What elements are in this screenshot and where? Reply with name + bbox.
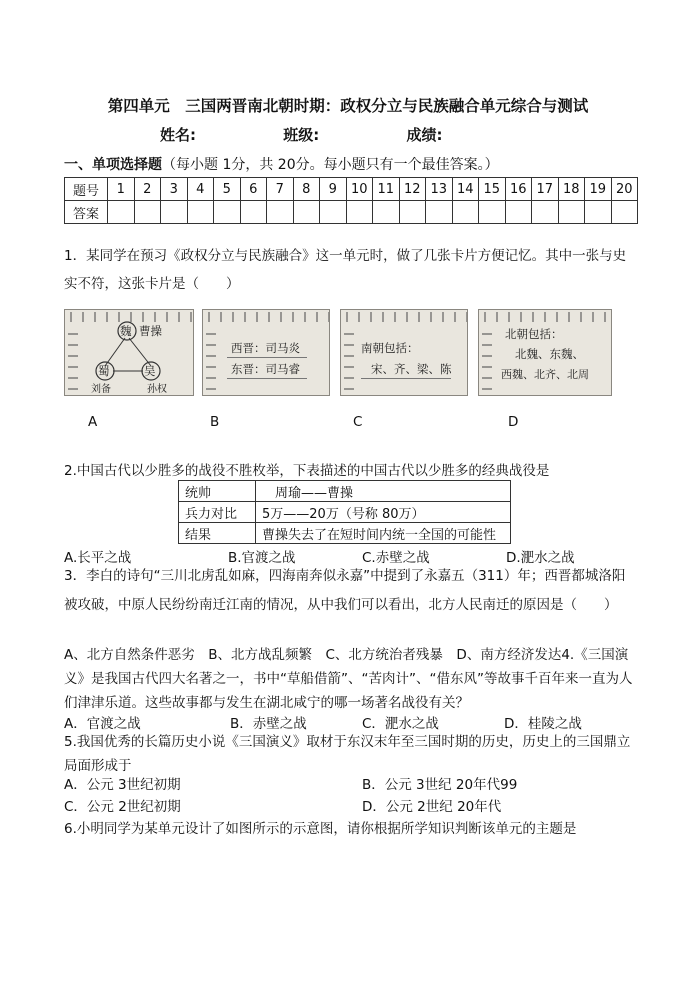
card-rule bbox=[361, 378, 451, 379]
option-label-b: B bbox=[210, 414, 220, 430]
number-cell: 14 bbox=[452, 178, 479, 201]
table-key: 统帅 bbox=[179, 481, 256, 502]
number-cell: 18 bbox=[558, 178, 585, 201]
number-cell: 8 bbox=[293, 178, 320, 201]
number-cell: 2 bbox=[134, 178, 161, 201]
answer-cell[interactable] bbox=[267, 201, 294, 224]
answer-cell[interactable] bbox=[611, 201, 638, 224]
card-b-line2: 东晋：司马睿 bbox=[231, 362, 300, 376]
answer-table-number-row bbox=[65, 178, 638, 201]
number-cell: 17 bbox=[532, 178, 559, 201]
number-cell: 7 bbox=[267, 178, 294, 201]
number-cell: 6 bbox=[240, 178, 267, 201]
table-row bbox=[179, 502, 511, 523]
card-d-line2: 北魏、东魏、 bbox=[515, 347, 584, 361]
number-cell: 10 bbox=[346, 178, 373, 201]
answer-cell[interactable] bbox=[293, 201, 320, 224]
q2-option-a[interactable]: A.长平之战 bbox=[64, 550, 132, 566]
question-4-text: 4.《三国演义》是我国古代四大名著之一，书中“草船借箭”、“苦肉计”、“借东风”等故事千百年来一直为人们津津乐道。这些故事都与发生在湖北咸宁的哪一场著名战役有关？ bbox=[64, 647, 633, 711]
number-cell: 15 bbox=[479, 178, 506, 201]
card-binding-rings bbox=[479, 312, 611, 322]
section-title: 一、单项选择题 bbox=[64, 157, 162, 173]
card-d-line3: 西魏、北齐、北周 bbox=[501, 368, 589, 381]
name-label: 姓名: bbox=[160, 126, 196, 144]
q5-option-d[interactable]: D．公元 2世纪 20年代 bbox=[362, 799, 502, 815]
card-a-liubei: 刘备 bbox=[91, 384, 111, 395]
card-c bbox=[340, 309, 468, 396]
question-1-text: 1．某同学在预习《政权分立与民族融合》这一单元时，做了几张卡片方便记忆。其中一张与史实不符，这张卡片是（ ） bbox=[64, 248, 627, 292]
number-cell: 3 bbox=[161, 178, 188, 201]
number-cell: 16 bbox=[505, 178, 532, 201]
answer-header: 答案 bbox=[65, 201, 108, 224]
number-cell: 11 bbox=[373, 178, 400, 201]
option-label-c: C bbox=[353, 414, 363, 430]
card-binding-rings bbox=[341, 312, 467, 322]
answer-table bbox=[64, 177, 638, 224]
answer-cell[interactable] bbox=[161, 201, 188, 224]
answer-cell[interactable] bbox=[479, 201, 506, 224]
score-label: 成绩: bbox=[406, 126, 443, 144]
section-heading bbox=[64, 154, 499, 174]
number-cell: 20 bbox=[611, 178, 638, 201]
number-cell: 12 bbox=[399, 178, 426, 201]
q3-options: A、北方自然条件恶劣 B、北方战乱频繁 C、北方统治者残暴 D、南方经济发达 bbox=[64, 647, 562, 663]
table-key: 结果 bbox=[179, 523, 256, 544]
card-edge-marks bbox=[482, 324, 492, 391]
number-cell: 4 bbox=[187, 178, 214, 201]
option-label-d: D bbox=[508, 414, 519, 430]
table-row bbox=[179, 481, 511, 502]
answer-cell[interactable] bbox=[373, 201, 400, 224]
card-b-line1: 西晋：司马炎 bbox=[231, 341, 300, 355]
answer-cell[interactable] bbox=[399, 201, 426, 224]
answer-cell[interactable] bbox=[585, 201, 612, 224]
number-cell: 5 bbox=[214, 178, 241, 201]
table-value: 5万——20万（号称 80万） bbox=[256, 502, 511, 523]
table-row bbox=[179, 523, 511, 544]
q5-option-c[interactable]: C．公元 2世纪初期 bbox=[64, 799, 181, 815]
question-6-text: 6.小明同学为某单元设计了如图所示的示意图，请你根据所学知识判断该单元的主题是 bbox=[64, 821, 577, 837]
question-5-text: 5.我国优秀的长篇历史小说《三国演义》取材于东汉末年至三国时期的历史，历史上的三国鼎立局面形成于 bbox=[64, 734, 631, 774]
answer-cell[interactable] bbox=[187, 201, 214, 224]
answer-cell[interactable] bbox=[452, 201, 479, 224]
answer-cell[interactable] bbox=[108, 201, 135, 224]
card-a-sunquan: 孙权 bbox=[147, 384, 167, 395]
table-value: 周瑜——曹操 bbox=[256, 481, 511, 502]
q2-option-c[interactable]: C.赤壁之战 bbox=[362, 550, 430, 566]
answer-cell[interactable] bbox=[214, 201, 241, 224]
card-rule bbox=[227, 378, 307, 379]
q4-option-a[interactable]: A．官渡之战 bbox=[64, 716, 141, 732]
card-edge-marks bbox=[344, 324, 354, 391]
q2-option-b[interactable]: B.官渡之战 bbox=[228, 550, 296, 566]
answer-cell[interactable] bbox=[320, 201, 347, 224]
student-info-row bbox=[160, 124, 442, 145]
battle-info-table bbox=[178, 480, 511, 544]
card-d-line1: 北朝包括： bbox=[505, 327, 563, 341]
table-key: 兵力对比 bbox=[179, 502, 256, 523]
q5-option-b[interactable]: B．公元 3世纪 20年代99 bbox=[362, 777, 518, 793]
q5-option-a[interactable]: A．公元 3世纪初期 bbox=[64, 777, 181, 793]
number-cell: 13 bbox=[426, 178, 453, 201]
answer-cell[interactable] bbox=[240, 201, 267, 224]
card-a-shu: 蜀 bbox=[98, 364, 110, 378]
card-b bbox=[202, 309, 330, 396]
answer-cell[interactable] bbox=[426, 201, 453, 224]
option-label-a: A bbox=[88, 414, 98, 430]
card-a-wei: 魏 bbox=[120, 324, 132, 338]
card-edge-marks bbox=[206, 324, 216, 391]
number-header: 题号 bbox=[65, 178, 108, 201]
card-binding-rings bbox=[203, 312, 329, 322]
answer-table-answer-row bbox=[65, 201, 638, 224]
q3-options-and-q4 bbox=[64, 643, 636, 715]
q4-option-d[interactable]: D．桂陵之战 bbox=[504, 716, 582, 732]
question-3-text: 3．李白的诗句“三川北虏乱如麻，四海南奔似永嘉”中提到了永嘉五（311）年；西晋都城洛阳被攻破，中原人民纷纷南迁江南的情况，从中我们可以看出，北方人民南迁的原因是（ ） bbox=[64, 568, 626, 613]
answer-cell[interactable] bbox=[505, 201, 532, 224]
card-rule bbox=[227, 357, 307, 358]
number-cell: 19 bbox=[585, 178, 612, 201]
card-a-caocao: 曹操 bbox=[139, 324, 162, 338]
card-c-line2: 宋、齐、梁、陈 bbox=[371, 362, 452, 376]
q4-option-c[interactable]: C．淝水之战 bbox=[362, 716, 439, 732]
section-note: （每小题 1分，共 20分。每小题只有一个最佳答案。） bbox=[162, 157, 499, 173]
number-cell: 1 bbox=[108, 178, 135, 201]
card-d bbox=[478, 309, 612, 396]
card-a-wu: 吴 bbox=[144, 364, 156, 378]
answer-cell[interactable] bbox=[134, 201, 161, 224]
q4-option-b[interactable]: B．赤壁之战 bbox=[230, 716, 307, 732]
answer-cell[interactable] bbox=[558, 201, 585, 224]
q2-option-d[interactable]: D.淝水之战 bbox=[506, 550, 575, 566]
table-value: 曹操失去了在短时间内统一全国的可能性 bbox=[256, 523, 511, 544]
class-label: 班级: bbox=[283, 126, 320, 144]
number-cell: 9 bbox=[320, 178, 347, 201]
page-title: 第四单元 三国两晋南北朝时期：政权分立与民族融合单元综合与测试 bbox=[107, 97, 589, 115]
card-a bbox=[64, 309, 194, 396]
question-2-text: 2.中国古代以少胜多的战役不胜枚举，下表描述的中国古代以少胜多的经典战役是 bbox=[64, 463, 550, 479]
card-c-line1: 南朝包括： bbox=[361, 341, 419, 355]
answer-cell[interactable] bbox=[532, 201, 559, 224]
answer-cell[interactable] bbox=[346, 201, 373, 224]
